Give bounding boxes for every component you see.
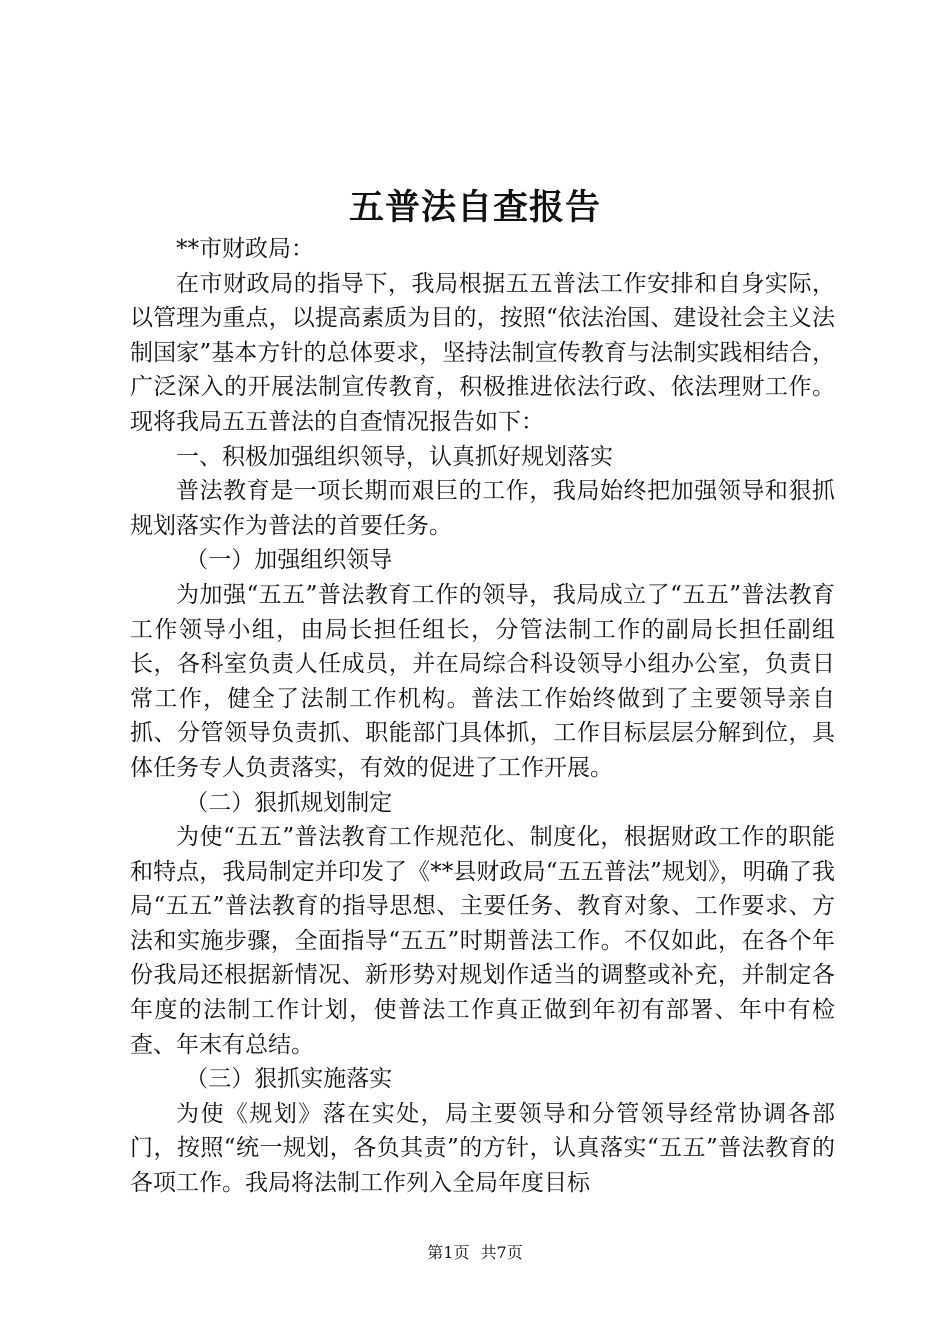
section-heading-1: 一、积极加强组织领导，认真抓好规划落实 — [176, 443, 613, 470]
paragraph-intro: 在市财政局的指导下，我局根据五五普法工作安排和自身实际，以管理为重点，以提高素质为目的，按照“依法治国、建设社会主义法制国家”基本方针的总体要求，坚持法制宣传教育与法制实践相结合，广泛深入的开展法制宣传教育，积极推进依法行政、依法理财工作。现将我局五五普法的自查情况报告如下： — [130, 270, 835, 435]
paragraph-section-1: 普法教育是一项长期而艰巨的工作，我局始终把加强领导和狠抓规划落实作为普法的首要任务。 — [130, 478, 835, 539]
paragraph-sub-3: 为使《规划》落在实处，局主要领导和分管领导经常协调各部门，按照“统一规划，各负其责”的方针，认真落实“五五”普法教育的各项工作。我局将法制工作列入全局年度目标 — [130, 1100, 835, 1197]
page-number: 第1页 — [427, 1243, 470, 1262]
page-footer — [0, 1242, 950, 1264]
subheading-2: （二）狠抓规划制定 — [185, 789, 393, 816]
salutation: **市财政局： — [176, 236, 314, 262]
page-total: 共7页 — [480, 1243, 523, 1262]
document-body — [130, 232, 835, 1201]
subheading-1: （一）加强组织领导 — [185, 547, 393, 574]
paragraph-sub-2: 为使“五五”普法教育工作规范化、制度化，根据财政工作的职能和特点，我局制定并印发了《**县财政局“五五普法”规划》，明确了我局“五五”普法教育的指导思想、主要任务、教育对象、工作要求、方法和实施步骤，全面指导“五五”时期普法工作。不仅如此，在各个年份我局还根据新情况、新形势对规划作适当的调整或补充，并制定各年度的法制工作计划，使普法工作真正做到年初有部署、年中有检查、年末有总结。 — [130, 824, 835, 1058]
subheading-3: （三）狠抓实施落实 — [185, 1066, 393, 1093]
document-title: 五普法自查报告 — [348, 187, 601, 228]
paragraph-sub-1: 为加强“五五”普法教育工作的领导，我局成立了“五五”普法教育工作领导小组，由局长担任组长，分管法制工作的副局长担任副组长，各科室负责人任成员，并在局综合科设领导小组办公室，负责日常工作，健全了法制工作机构。普法工作始终做到了主要领导亲自抓、分管领导负责抓、职能部门具体抓，工作目标层层分解到位，具体任务专人负责落实，有效的促进了工作开展。 — [130, 581, 835, 781]
